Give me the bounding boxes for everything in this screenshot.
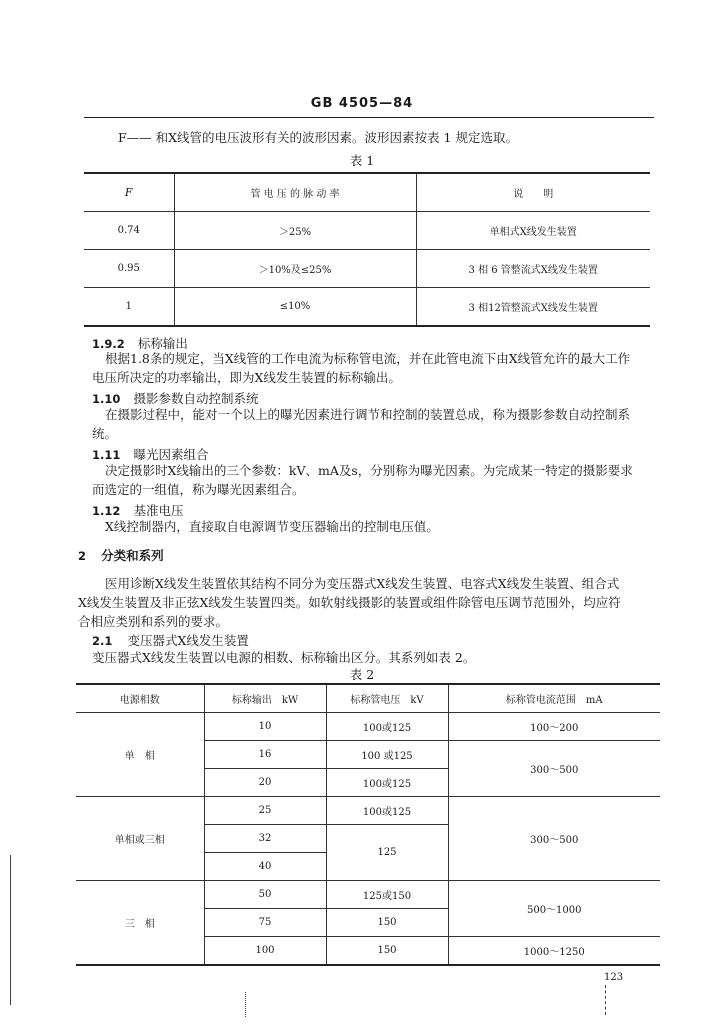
table2-cell: 100或125 [326, 713, 448, 741]
scan-edge-line [10, 855, 11, 1005]
table1-header-ripple: 管 电 压 的 脉 动 率 [174, 173, 416, 212]
table2 [76, 683, 660, 966]
table2-cell: 500～1000 [448, 881, 660, 937]
page-number: 123 [604, 972, 624, 983]
table1-header-row [84, 173, 650, 212]
table1-cell: ＞10%及≤25% [174, 250, 416, 288]
paragraph-line: 电压所决定的功率输出，即为X线发生装置的标称输出。 [92, 370, 401, 385]
paragraph-line: X线发生装置及非正弦X线发生装置四类。如软射线摄影的装置或组件除管电压调节范围外，均应符 [78, 595, 621, 610]
paragraph-line: 医用诊断X线发生装置依其结构不同分为变压器式X线发生装置、电容式X线发生装置、组合式 [105, 576, 620, 591]
table2-cell: 300～500 [448, 797, 660, 881]
table1-header-note: 说 明 [416, 173, 650, 212]
table2-header: 标称管电流范围 mA [448, 684, 660, 713]
paragraph-line: 而选定的一组值，称为曝光因素组合。 [92, 482, 305, 497]
table-row [76, 797, 660, 825]
paragraph-line: 在摄影过程中，能对一个以上的曝光因素进行调节和控制的装置总成，称为摄影参数自动控制系 [105, 407, 631, 422]
section-title: 分类和系列 [101, 548, 164, 563]
table2-cell: 75 [204, 909, 326, 937]
table-row [84, 212, 650, 250]
table2-cell: 125 [326, 825, 448, 881]
table-row [84, 288, 650, 327]
table2-cell: 100 或125 [326, 741, 448, 769]
table1-cell: 3 相12管整流式X线发生装置 [416, 288, 650, 327]
scan-edge-line [245, 992, 246, 1017]
table2-header: 电源相数 [76, 684, 204, 713]
table2-cell: 300～500 [448, 741, 660, 797]
standard-header: GB 4505—84 [310, 96, 414, 111]
section-2-1-heading [92, 630, 249, 649]
table-row [76, 881, 660, 909]
table2-phase-cell: 三 相 [76, 881, 204, 966]
section-title: 变压器式X线发生装置 [127, 633, 249, 648]
f-definition: F—— 和X线管的电压波形有关的波形因素。波形因素按表 1 规定选取。 [118, 130, 518, 145]
table2-cell: 150 [326, 937, 448, 966]
table-row [84, 250, 650, 288]
table2-header: 标称管电压 kV [326, 684, 448, 713]
table2-cell: 125或150 [326, 881, 448, 909]
table2-cell: 150 [326, 909, 448, 937]
section-title: 摄影参数自动控制系统 [133, 391, 259, 406]
table1-cell: 单相式X线发生装置 [416, 212, 650, 250]
section-number: 1.12 [92, 504, 121, 518]
paragraph-line: 决定摄影时X线输出的三个参数：kV、mA及s，分别称为曝光因素。为完成某一特定的摄影要求 [105, 463, 633, 478]
table2-cell: 50 [204, 881, 326, 909]
table2-cell: 16 [204, 741, 326, 769]
section-number: 2 [78, 549, 87, 563]
table2-cell: 100或125 [326, 769, 448, 797]
paragraph-line: 合相应类别和系列的要求。 [78, 614, 229, 629]
table1-cell: 3 相 6 管整流式X线发生装置 [416, 250, 650, 288]
table2-phase-cell: 单相或三相 [76, 797, 204, 881]
paragraph-line: 统。 [92, 426, 118, 441]
table2-cell: 32 [204, 825, 326, 853]
table1 [84, 172, 650, 327]
table2-phase-cell: 单 相 [76, 713, 204, 797]
section-number: 1.11 [92, 448, 121, 462]
table1-header-f: F [84, 173, 174, 212]
header-rule [84, 117, 654, 118]
paragraph-line: X线控制器内，直接取自电源调节变压器输出的控制电压值。 [105, 519, 439, 534]
table2-cell: 25 [204, 797, 326, 825]
section-number: 1.10 [92, 392, 121, 406]
section-title: 基准电压 [133, 503, 184, 518]
section-number: 1.9.2 [92, 337, 125, 351]
table2-header: 标称输出 kW [204, 684, 326, 713]
paragraph-line: 变压器式X线发生装置以电源的相数、标称输出区分。其系列如表 2。 [92, 650, 476, 665]
table1-cell: ≤10% [174, 288, 416, 327]
table2-cell: 100 [204, 937, 326, 966]
scan-edge-line [605, 985, 606, 1015]
table2-header-row [76, 684, 660, 713]
table1-cell: 0.95 [84, 250, 174, 288]
table2-caption: 表 2 [349, 667, 375, 682]
section-number: 2.1 [92, 634, 113, 648]
table2-cell: 100～200 [448, 713, 660, 741]
table2-cell: 1000～1250 [448, 937, 660, 966]
table2-cell: 40 [204, 853, 326, 881]
section-title: 标称输出 [137, 336, 188, 351]
table1-cell: ＞25% [174, 212, 416, 250]
table1-cell: 1 [125, 301, 132, 312]
table2-cell: 10 [204, 713, 326, 741]
paragraph-line: 根据1.8条的规定，当X线管的工作电流为标称管电流，并在此管电流下由X线管允许的最大工作 [105, 351, 631, 366]
table2-cell: 20 [204, 769, 326, 797]
table-row [76, 713, 660, 741]
table1-cell: 0.74 [84, 212, 174, 250]
section-2-heading [78, 545, 164, 564]
table1-caption: 表 1 [349, 153, 375, 168]
table2-cell: 100或125 [326, 797, 448, 825]
section-title: 曝光因素组合 [133, 447, 209, 462]
